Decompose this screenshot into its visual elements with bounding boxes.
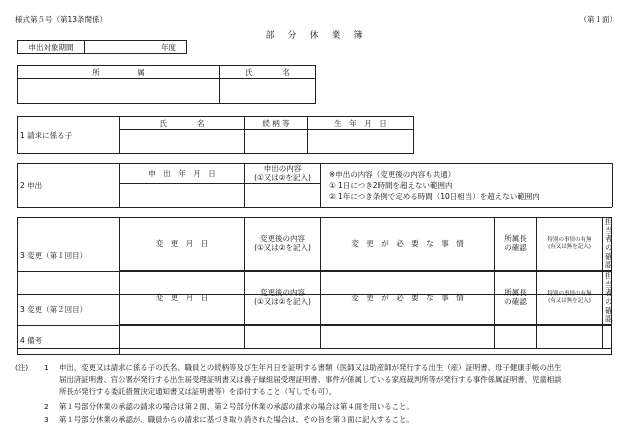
change1-reason-header: 変 更 が 必 要 な 事 情 bbox=[321, 218, 495, 271]
change2-staff-header bbox=[603, 272, 612, 325]
name-label: 氏 名 bbox=[220, 66, 316, 79]
change2-staff-header-line2: の確認 bbox=[605, 296, 613, 324]
request-note bbox=[321, 164, 613, 208]
section-request bbox=[17, 163, 612, 208]
change2-content-header bbox=[245, 272, 321, 325]
change1-special-header-line1: 特別の事情の有無 bbox=[547, 237, 592, 244]
request-note-line3: ② 1年につき条例で定める時間（10日相当）を超えない範囲内 bbox=[329, 192, 540, 201]
change2-special-header bbox=[537, 272, 603, 325]
period-table bbox=[17, 40, 187, 54]
change1-content-header-line1: 変更後の内容 bbox=[260, 234, 305, 244]
section-child bbox=[17, 116, 414, 154]
request-content-header-line1: 申出の内容 bbox=[263, 163, 302, 173]
change1-content-header bbox=[245, 218, 321, 271]
change2-content-header-line1: 変更後の内容 bbox=[260, 288, 305, 298]
dept-label: 所 属 bbox=[18, 66, 220, 79]
change1-staff-header-line1: 担当者 bbox=[605, 217, 613, 244]
request-note-line2: ① 1日につき2時間を超えない範囲内 bbox=[329, 181, 453, 190]
change1-content-header-line2: (①又は②を記入) bbox=[254, 242, 311, 252]
change2-special-header-line1: 特別の事情の有無 bbox=[547, 291, 592, 298]
notes-prefix: (注) bbox=[15, 363, 29, 372]
change1-label: 3 変更（第１回目） bbox=[18, 218, 120, 295]
note1-line1: 申出、変更又は請求に係る子の氏名、職員との続柄等及び生年月日を証明する書類（医師又は助産師が発行する出生（産）証明書、母子健康手帳の出生 bbox=[59, 363, 562, 372]
request-right-border bbox=[612, 163, 613, 207]
change2-content-header-line2: (①又は②を記入) bbox=[254, 296, 311, 306]
change2-confirm-header bbox=[495, 272, 537, 325]
change1-staff-header bbox=[603, 218, 612, 271]
request-content-header-line2: (①又は②を記入) bbox=[254, 172, 311, 182]
change2-confirm-header-line2: の確認 bbox=[504, 296, 527, 306]
request-content-field[interactable] bbox=[245, 184, 321, 208]
change2-label: 3 変更（第２回目） bbox=[18, 272, 120, 349]
request-bottom-border bbox=[305, 207, 612, 208]
dept-field[interactable] bbox=[18, 79, 220, 104]
period-label: 申出対象期間 bbox=[18, 41, 85, 54]
change1-confirm-header bbox=[495, 218, 537, 271]
form-number: 様式第５号（第13条関係） bbox=[15, 15, 108, 24]
period-suffix: 年度 bbox=[85, 41, 187, 54]
change2-date-header: 変 更 月 日 bbox=[120, 272, 245, 325]
note2-number: 2 bbox=[44, 402, 49, 411]
section-remarks bbox=[17, 325, 612, 355]
child-relation-header: 続 柄 等 bbox=[245, 117, 308, 130]
section-child-label: 1 請求に係る子 bbox=[18, 117, 120, 154]
request-date-header: 申 出 年 月 日 bbox=[120, 164, 245, 184]
child-birth-field[interactable] bbox=[308, 130, 414, 154]
change2-staff-header-line1: 担当者 bbox=[605, 271, 613, 298]
section-request-label: 2 申出 bbox=[18, 164, 120, 208]
note2-text: 第１号部分休業の承認の請求の場合は第２面、第２号部分休業の承認の請求の場合は第４面を用いること。 bbox=[59, 402, 414, 411]
note1-number: 1 bbox=[44, 363, 49, 372]
remarks-label: 4 備考 bbox=[18, 326, 120, 355]
request-content-header bbox=[245, 164, 321, 184]
note3-number: 3 bbox=[44, 415, 49, 424]
change1-date-header: 変 更 月 日 bbox=[120, 218, 245, 271]
page-title: 部 分 休 業 簿 bbox=[265, 31, 365, 41]
change2-confirm-header-line1: 所属長 bbox=[504, 288, 527, 298]
page-label: （第１面） bbox=[579, 15, 617, 24]
change1-confirm-header-line1: 所属長 bbox=[504, 234, 527, 244]
note1-text bbox=[59, 362, 619, 398]
note1-line2: 届出済証明書、官公署が発行する出生届受理証明書又は養子縁組届受理証明書、事件が係属している家庭裁判所等が発行する事件係属証明書、児童相談 bbox=[59, 375, 562, 384]
name-field[interactable] bbox=[220, 79, 316, 104]
note1-line3: 所長が発行する委託措置決定通知書又は証明書等）を添付すること（写しでも可）。 bbox=[59, 387, 337, 396]
change1-special-header bbox=[537, 218, 603, 271]
change2-reason-header: 変 更 が 必 要 な 事 情 bbox=[321, 272, 495, 325]
child-name-header: 氏 名 bbox=[120, 117, 245, 130]
child-name-field[interactable] bbox=[120, 130, 245, 154]
request-date-field[interactable] bbox=[120, 184, 245, 208]
change1-special-header-line2: (有又は無を記入) bbox=[548, 243, 591, 250]
request-top-border bbox=[305, 163, 612, 164]
note3-text: 第１号部分休業の承認が、職員からの請求に基づき取り消された場合は、その旨を第３面に記入すること。 bbox=[59, 415, 414, 424]
affiliation-table bbox=[17, 65, 316, 104]
request-note-line1: ※申出の内容（変更後の内容も共通） bbox=[329, 170, 456, 179]
child-relation-field[interactable] bbox=[245, 130, 308, 154]
change1-staff-header-line2: の確認 bbox=[605, 242, 613, 270]
child-birth-header: 生 年 月 日 bbox=[308, 117, 414, 130]
change1-confirm-header-line2: の確認 bbox=[504, 242, 527, 252]
change2-special-header-line2: (有又は無を記入) bbox=[548, 297, 591, 304]
remarks-field[interactable] bbox=[120, 326, 612, 355]
